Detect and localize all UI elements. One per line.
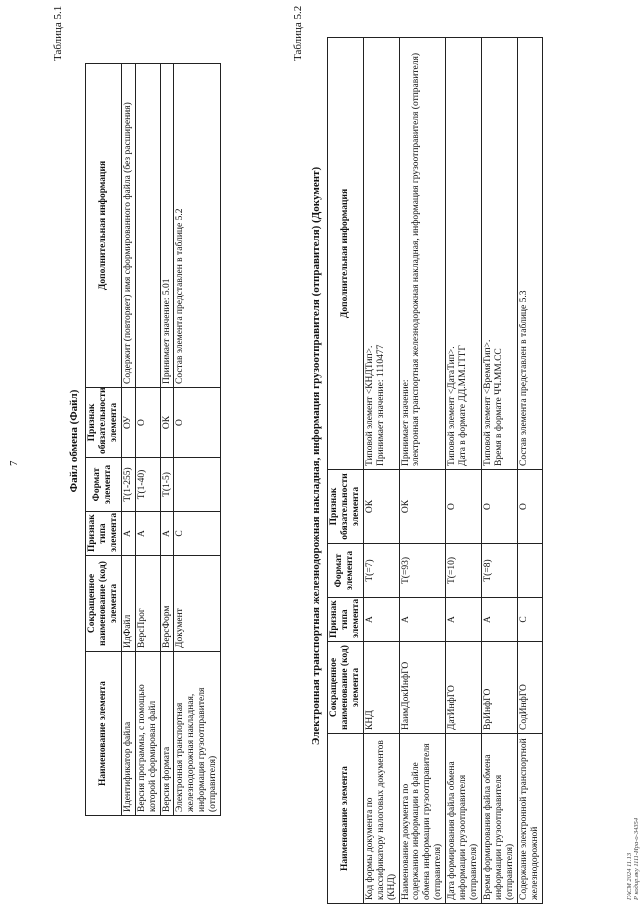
table-row <box>135 64 160 816</box>
table-cell <box>481 38 517 470</box>
table-header-row <box>86 64 122 816</box>
table-row <box>160 64 174 816</box>
table-row <box>517 38 542 904</box>
cell-line: Типовой элемент <ДатаТип>. <box>447 346 458 466</box>
table-cell <box>517 38 542 470</box>
table-row <box>481 38 517 904</box>
table-cell: T(=7) <box>363 544 399 598</box>
table-cell: Состав элемента представлен в таблице 5.2 <box>174 64 221 388</box>
table-cell: T(1-40) <box>135 458 160 512</box>
column-header: Формат элемента <box>328 544 364 598</box>
table-cell: Содержание электронной транспортной железнодорожной <box>517 734 542 904</box>
table-cell: СодИнфГО <box>517 642 542 734</box>
table-5-1-title: Файл обмена (Файл) <box>68 389 80 493</box>
cell-line: Принимает значение: 1110477 <box>375 344 386 466</box>
table-cell <box>399 38 446 470</box>
table-cell: A <box>160 512 174 556</box>
cell-line: электронная транспортная железнодорожная накладная, информация грузоотправителя (отправителя) <box>411 53 422 466</box>
table-cell: Принимает значение: 5.01 <box>160 64 174 388</box>
table-header-row <box>328 38 364 904</box>
table-row <box>399 38 446 904</box>
table-cell: О <box>517 470 542 544</box>
table-cell: Дата формирования файла обмена информации грузоотправителя (отправителя) <box>446 734 482 904</box>
table-5-2-title: Электронная транспортная железнодорожная накладная, информация грузоотправителя (отправителя) (Документ) <box>310 166 322 746</box>
stamp-line: ГАСМ 2024 11.13 <box>626 852 633 900</box>
table-cell: ВрИнфГО <box>481 642 517 734</box>
registration-stamp <box>626 818 640 900</box>
table-cell: Электронная транспортная железнодорожная накладная, информация грузоотправителя (отправителя) <box>174 652 221 816</box>
table-cell: Версия формата <box>160 652 174 816</box>
table-cell <box>517 544 542 598</box>
table-cell: Идентификатор файла <box>121 652 135 816</box>
column-header: Сокращенное наименование (код) элемента <box>328 642 364 734</box>
table-cell: КНД <box>363 642 399 734</box>
table-cell: О <box>446 470 482 544</box>
column-header: Признак обязательности элемента <box>328 470 364 544</box>
table-cell: С <box>517 598 542 642</box>
table-cell: Наименование документа по содержанию информации в файле обмена информации грузоотправителя (отправителя) <box>399 734 446 904</box>
table-cell: A <box>135 512 160 556</box>
page-number: 7 <box>8 460 20 466</box>
table-cell: T(=8) <box>481 544 517 598</box>
table-cell: НаимДокИнфГО <box>399 642 446 734</box>
table-cell: A <box>446 598 482 642</box>
table-cell: T(1-5) <box>160 458 174 512</box>
table-row <box>363 38 399 904</box>
column-header: Формат элемента <box>86 458 122 512</box>
table-cell: ОК <box>399 470 446 544</box>
table-cell: С <box>174 512 221 556</box>
table-cell: A <box>121 512 135 556</box>
column-header: Наименование элемента <box>328 734 364 904</box>
stamp-line: Р кодир.вку 1111-Ира-о-34354 <box>633 817 640 900</box>
column-header: Сокращенное наименование (код) элемента <box>86 556 122 652</box>
table-cell: Код формы документа по классификатору налоговых документов (КНД) <box>363 734 399 904</box>
column-header: Признак обязательности элемента <box>86 388 122 458</box>
cell-line: Типовой элемент <ВремяТип>. <box>482 339 493 466</box>
table-cell: О <box>481 470 517 544</box>
column-header: Наименование элемента <box>86 652 122 816</box>
table-cell: T(=93) <box>399 544 446 598</box>
table-5-2 <box>327 37 543 904</box>
table-cell: A <box>481 598 517 642</box>
table-cell: ВерсПрог <box>135 556 160 652</box>
table-cell: Версия программы, с помощью которой сформирован файл <box>135 652 160 816</box>
table-cell: A <box>399 598 446 642</box>
column-header: Признак типа элемента <box>86 512 122 556</box>
table-row <box>446 38 482 904</box>
cell-line: Состав элемента представлен в таблице 5.3 <box>518 290 529 466</box>
table-row <box>174 64 221 816</box>
table-5-1 <box>85 63 221 816</box>
table-cell: О <box>135 388 160 458</box>
table-cell: ДатИнфГО <box>446 642 482 734</box>
column-header: Дополнительная информация <box>328 38 364 470</box>
table-cell: ОК <box>363 470 399 544</box>
table-cell: Документ <box>174 556 221 652</box>
cell-line: Время в формате ЧЧ.ММ.СС <box>493 348 504 466</box>
table-cell: Содержит (повторяет) имя сформированного файла (без расширения) <box>121 64 135 388</box>
column-header: Дополнительная информация <box>86 64 122 388</box>
table-5-2-label: Таблица 5.2 <box>292 5 304 61</box>
table-cell: ОК <box>160 388 174 458</box>
table-5-1-label: Таблица 5.1 <box>52 5 64 61</box>
table-cell: A <box>363 598 399 642</box>
table-cell <box>174 458 221 512</box>
table-cell: Время формирования файла обмена информации грузоотправителя (отправителя) <box>481 734 517 904</box>
table-row <box>121 64 135 816</box>
table-cell: О <box>174 388 221 458</box>
table-cell: ВерсФорм <box>160 556 174 652</box>
table-cell <box>135 64 160 388</box>
table-cell: ОУ <box>121 388 135 458</box>
table-cell: T(1-255) <box>121 458 135 512</box>
table-cell: ИдФайл <box>121 556 135 652</box>
cell-line: Типовой элемент <КНДТип>. <box>364 345 375 466</box>
column-header: Признак типа элемента <box>328 598 364 642</box>
cell-line: Принимает значение: <box>400 379 411 466</box>
table-cell: T(=10) <box>446 544 482 598</box>
cell-line: Дата в формате ДД.ММ.ГГГГ <box>458 345 469 466</box>
table-cell <box>446 38 482 470</box>
table-cell <box>363 38 399 470</box>
